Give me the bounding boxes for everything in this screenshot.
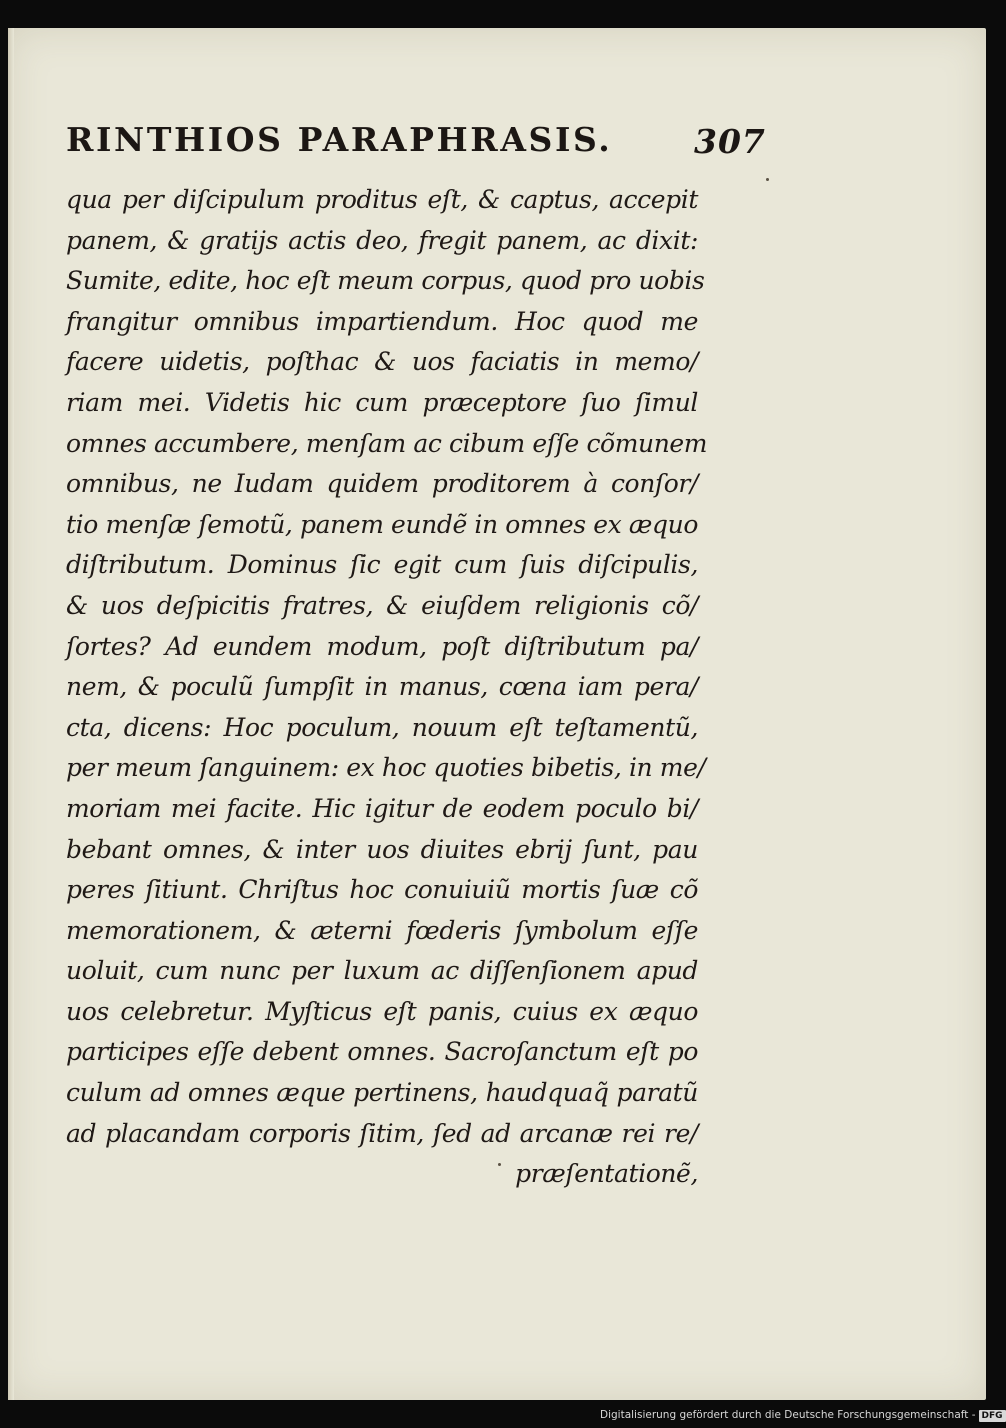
text-line: culum ad omnes æque pertinens, haudquaq̃ paratũ — [66, 1078, 698, 1108]
digitization-credit — [600, 1409, 1003, 1425]
text-line: omnibus, ne Iudam quidem proditorem à conſor/ — [66, 469, 698, 499]
page-number: 307 — [694, 122, 766, 161]
text-line: ſortes? Ad eundem modum, poſt diſtributum pa/ — [66, 631, 698, 661]
running-head — [66, 120, 766, 170]
digitization-credit-text: Digitalisierung gefördert durch die Deutsche Forschungsgemeinschaft - — [600, 1409, 976, 1421]
dfg-logo-icon: DFG — [979, 1410, 1006, 1422]
text-line: diſtributum. Dominus ſic egit cum ſuis diſcipulis, — [66, 550, 698, 580]
text-line: Sumite, edite, hoc eſt meum corpus, quod pro uobis — [66, 266, 705, 296]
text-line: frangitur omnibus impartiendum. Hoc quod me — [66, 306, 698, 336]
text-line: uoluit, cum nunc per luxum ac diſſenſionem apud — [66, 956, 698, 986]
text-line: moriam mei facite. Hic igitur de eodem poculo bi/ — [66, 793, 698, 823]
text-line: ad placandam corporis ſitim, ſed ad arcanæ rei re/ — [66, 1118, 698, 1148]
text-line: uos celebretur. Myſticus eſt panis, cuius ex æquo — [66, 996, 698, 1026]
text-line: memorationem, & æterni fœderis ſymbolum eſſe — [66, 915, 698, 945]
text-line: peres ſitiunt. Chriſtus hoc conuiuiũ mortis ſuæ cõ — [66, 875, 698, 905]
body-text — [66, 180, 708, 1195]
text-line: & uos deſpicitis fratres, & eiuſdem religionis cõ/ — [66, 590, 698, 620]
text-line: cta, dicens: Hoc poculum, nouum eſt teſtamentũ, — [66, 712, 698, 742]
text-line: omnes accumbere, menſam ac cibum eſſe cõmunem — [66, 428, 708, 458]
text-line: panem, & gratijs actis deo, fregit panem, ac dixit: — [66, 225, 698, 255]
text-line: qua per diſcipulum proditus eſt, & captus, accepit — [66, 185, 698, 214]
text-line: tio menſæ ſemotũ, panem eundẽ in omnes ex æquo — [66, 509, 698, 539]
page-gutter-edge — [8, 28, 14, 1400]
text-line: participes eſſe debent omnes. Sacroſanctum eſt po — [66, 1037, 698, 1067]
paper-speck — [766, 178, 769, 181]
text-line: bebant omnes, & inter uos diuites ebrij ſunt, pau — [66, 834, 698, 864]
running-head-title: RINTHIOS PARAPHRASIS. — [66, 120, 613, 159]
text-line: nem, & poculũ ſumpſit in manus, cœna iam pera/ — [66, 672, 698, 702]
text-line: riam mei. Videtis hic cum præceptore ſuo ſimul — [66, 387, 698, 417]
text-line-catchword: præſentationẽ, — [515, 1159, 698, 1189]
text-line: facere uidetis, poſthac & uos faciatis in memo/ — [66, 347, 698, 377]
text-line: per meum ſanguinem: ex hoc quoties bibetis, in me/ — [66, 753, 706, 783]
